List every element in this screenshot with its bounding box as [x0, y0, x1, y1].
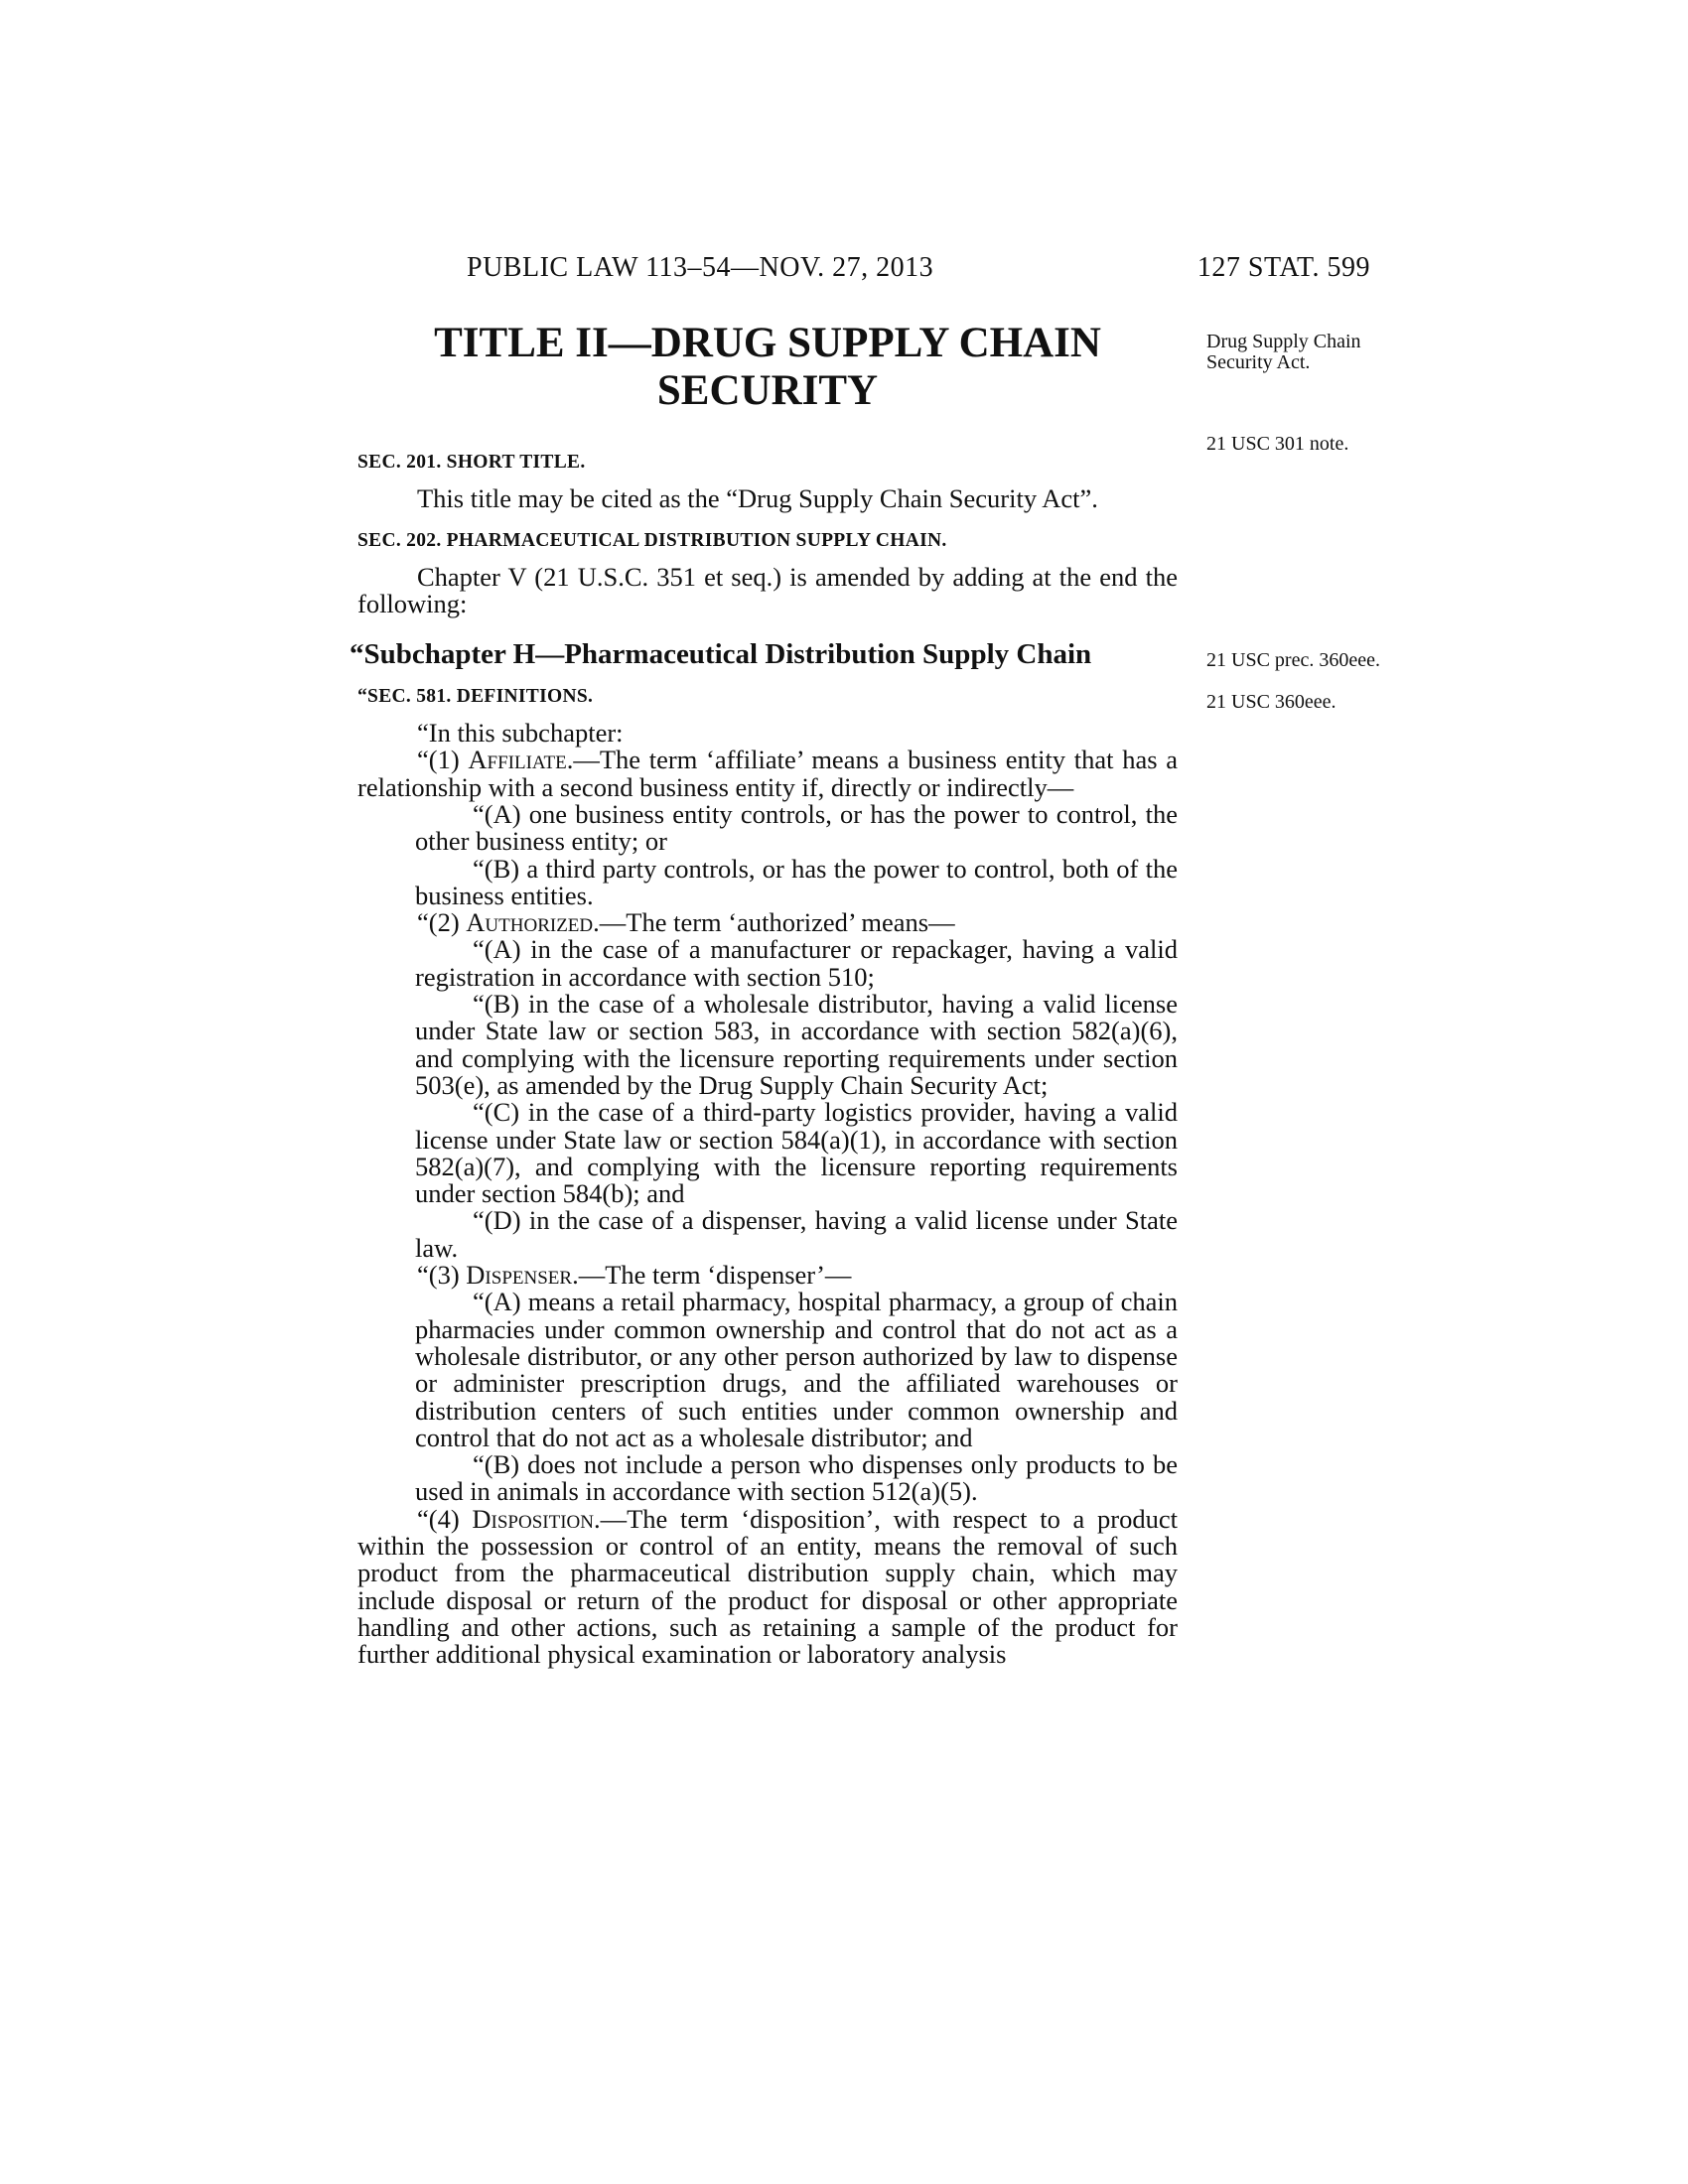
page-title [357, 320, 1178, 415]
definition-term: Disposition [472, 1503, 594, 1534]
affiliate-clause-a: “(A) one business entity controls, or has the power to control, the other business entity; or [415, 798, 1178, 857]
margin-note-21-usc-360eee: 21 USC 360eee. [1206, 691, 1336, 713]
definition-term: Affiliate [468, 745, 567, 775]
section-202-text: Chapter V (21 U.S.C. 351 et seq.) is amended by adding at the end the following: [357, 561, 1178, 619]
definition-disposition [357, 1503, 1178, 1670]
title-line-2: SECURITY [656, 367, 879, 414]
section-201-text: This title may be cited as the “Drug Supply Chain Security Act”. [417, 483, 1098, 514]
public-law-citation: PUBLIC LAW 113–54—NOV. 27, 2013 [467, 252, 934, 283]
definition-text: .—The term ‘authorized’ means— [593, 907, 955, 938]
definition-text: .—The term ‘disposition’, with respect to a product within the possession or control of an entity, means the removal of such product from the pharmaceutical distribution supply chain, which may include disposal or return of the product for disposal or other appropriate handling and other actions, such as retaining a sample of the product for further additional physical examination or laboratory analysis [357, 1503, 1178, 1670]
authorized-clause-a: “(A) in the case of a manufacturer or repackager, having a valid registration in accordance with section 510; [415, 934, 1178, 992]
dispenser-clause-a: “(A) means a retail pharmacy, hospital pharmacy, a group of chain pharmacies under common ownership and control that do not act as a wholesale distributor, or any other person authorized by law to dispense or administer prescription drugs, and the affiliated warehouses or distribution centers of such entities under common ownership and control that do not act as a wholesale distributor; and [415, 1287, 1178, 1452]
subchapter-heading: “Subchapter H—Pharmaceutical Distribution Supply Chain [350, 638, 1092, 671]
definition-text: .—The term ‘affiliate’ means a business entity that has a relationship with a second business entity if, directly or indirectly— [357, 745, 1178, 802]
definitions-intro: “In this subchapter: [417, 718, 624, 749]
definition-number: “(3) [417, 1260, 467, 1291]
section-581-heading: “SEC. 581. DEFINITIONS. [357, 685, 594, 707]
margin-note-21-usc-prec: 21 USC prec. 360eee. [1206, 649, 1380, 671]
section-201-heading: SEC. 201. SHORT TITLE. [357, 452, 586, 473]
section-202-heading: SEC. 202. PHARMACEUTICAL DISTRIBUTION SUPPLY CHAIN. [357, 529, 947, 551]
authorized-clause-b: “(B) in the case of a wholesale distributor, having a valid license under State law or section 583, in accordance with section 582(a)(6), and complying with the licensure reporting requirements under section 503(e), as amended by the Drug Supply Chain Security Act; [415, 989, 1178, 1100]
definition-dispenser [357, 1262, 1178, 1289]
definition-authorized [357, 909, 1178, 936]
statute-body [350, 320, 1178, 1670]
authorized-clause-c: “(C) in the case of a third-party logistics provider, having a valid license under State law or section 584(a)(1), in accordance with section 582(a)(7), and complying with the licensure reporting requirements under section 584(b); and [415, 1097, 1178, 1209]
definition-number: “(4) [417, 1503, 473, 1534]
running-header [357, 252, 1370, 292]
title-line-1: TITLE II—DRUG SUPPLY CHAIN [434, 320, 1101, 366]
margin-note-21-usc-301: 21 USC 301 note. [1206, 433, 1349, 455]
dispenser-clause-b: “(B) does not include a person who dispenses only products to be used in animals in accordance with section 512(a)(5). [415, 1449, 1178, 1507]
statute-page-number: 127 STAT. 599 [1196, 252, 1370, 283]
definition-number: “(1) [417, 745, 469, 775]
affiliate-clause-b: “(B) a third party controls, or has the power to control, both of the business entities. [415, 853, 1178, 910]
authorized-clause-d: “(D) in the case of a dispenser, having a valid license under State law. [415, 1205, 1178, 1263]
margin-note-act-name: Drug Supply Chain Security Act. [1206, 331, 1361, 373]
definition-text: .—The term ‘dispenser’— [572, 1260, 852, 1291]
definition-number: “(2) [417, 907, 467, 938]
definition-term: Authorized [466, 907, 594, 938]
definition-term: Dispenser [466, 1260, 573, 1291]
definition-affiliate [357, 747, 1178, 801]
